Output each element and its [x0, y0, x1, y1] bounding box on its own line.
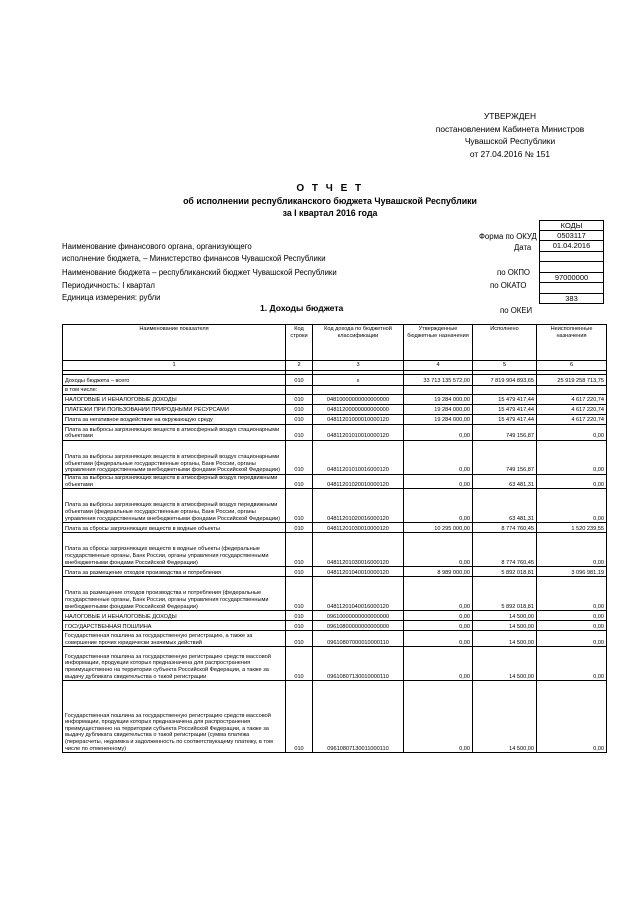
row-name: ГОСУДАРСТВЕННАЯ ПОШЛИНА	[63, 621, 286, 631]
row-approved: 33 713 135 572,00	[404, 375, 473, 386]
col-number: 6	[537, 361, 607, 371]
row-done: 14 500,00	[473, 611, 537, 621]
code-date: 01.04.2016	[539, 241, 604, 252]
table-body	[63, 375, 607, 753]
row-name: Плата за сбросы загрязняющих веществ в водные объекты	[63, 523, 286, 533]
row-approved: 8 989 000,00	[404, 567, 473, 577]
row-classification-code: 04811201040010000120	[313, 567, 404, 577]
row-classification-code: 04810000000000000000	[313, 395, 404, 405]
row-done: 8 774 760,45	[473, 533, 537, 567]
row-approved: 0,00	[404, 425, 473, 441]
row-left: 0,00	[537, 441, 607, 475]
row-approved: 0,00	[404, 681, 473, 753]
okud-label: Форма по ОКУД	[479, 232, 537, 241]
row-approved: 0,00	[404, 577, 473, 611]
row-classification-code: 04811201020016000120	[313, 489, 404, 523]
row-approved: 0,00	[404, 489, 473, 523]
row-done: 749 156,87	[473, 425, 537, 441]
row-classification-code: 04811201040016000120	[313, 577, 404, 611]
code-okpo	[539, 262, 604, 273]
row-name: Плата за выбросы загрязняющих веществ в атмосферный воздух передвижными объектами	[63, 475, 286, 489]
revenue-table	[62, 324, 607, 753]
row-name: НАЛОГОВЫЕ И НЕНАЛОГОВЫЕ ДОХОДЫ	[63, 395, 286, 405]
row-name: Государственная пошлина за государственную регистрацию средств массовой информации, продукции которых предназначена для распространения преимущественно на территории субъекта Российской Федерации, а также за выдачу дубликата свидетельства о такой регистрации	[63, 647, 286, 681]
code-blank-2	[539, 283, 604, 294]
table-row	[63, 533, 607, 567]
table-row	[63, 415, 607, 425]
row-line-code: 010	[286, 621, 313, 631]
table-row	[63, 395, 607, 405]
codes-header: КОДЫ	[539, 220, 604, 231]
row-classification-code: 04811200000000000000	[313, 405, 404, 415]
row-left: 0,00	[537, 475, 607, 489]
row-line-code: 010	[286, 395, 313, 405]
code-okato: 97000000	[539, 273, 604, 284]
col-header-classification: Код дохода по бюджетной классификации	[313, 325, 404, 361]
title-sub-1: об исполнении республиканского бюджета Чувашской Республики	[183, 196, 477, 206]
row-name: НАЛОГОВЫЕ И НЕНАЛОГОВЫЕ ДОХОДЫ	[63, 611, 286, 621]
row-left: 25 919 258 713,75	[537, 375, 607, 386]
row-approved: 19 284 000,00	[404, 405, 473, 415]
row-name: Плата за размещение отходов производства и потребления	[63, 567, 286, 577]
row-line-code: 010	[286, 441, 313, 475]
row-done: 14 500,00	[473, 681, 537, 753]
table-row	[63, 523, 607, 533]
table-row	[63, 405, 607, 415]
row-left: 0,00	[537, 647, 607, 681]
row-done: 15 479 417,44	[473, 395, 537, 405]
section-title: 1. Доходы бюджета	[260, 303, 344, 313]
row-name: Плата за выбросы загрязняющих веществ в атмосферный воздух стационарными объектами (федеральные государственные органы, Банк России, органы управления государственными внебюджетными фондами Российской Федерации)	[63, 441, 286, 475]
row-classification-code: 09610807130011000110	[313, 681, 404, 753]
row-left: 4 617 220,74	[537, 405, 607, 415]
date-label: Дата	[514, 243, 532, 252]
table-row	[63, 621, 607, 631]
approval-line-4: от 27.04.2016 № 151	[469, 148, 551, 159]
row-classification-code: 04811201010010000120	[313, 425, 404, 441]
row-left: 4 617 220,74	[537, 415, 607, 425]
row-name: в том числе:	[63, 386, 286, 395]
row-done: 14 500,00	[473, 621, 537, 631]
table-row	[63, 475, 607, 489]
row-done: 749 156,87	[473, 441, 537, 475]
approval-line-1: УТВЕРЖДЕН	[483, 111, 537, 121]
title-main: О Т Ч Е Т	[296, 183, 364, 194]
row-approved: 0,00	[404, 611, 473, 621]
row-approved: 0,00	[404, 621, 473, 631]
row-line-code	[286, 386, 313, 395]
row-approved: 0,00	[404, 441, 473, 475]
table-row	[63, 567, 607, 577]
table-row	[63, 425, 607, 441]
row-name: ПЛАТЕЖИ ПРИ ПОЛЬЗОВАНИИ ПРИРОДНЫМИ РЕСУРСАМИ	[63, 405, 286, 415]
row-line-code: 010	[286, 425, 313, 441]
row-line-code: 010	[286, 647, 313, 681]
row-done: 63 481,31	[473, 489, 537, 523]
row-approved	[404, 386, 473, 395]
row-done: 15 479 417,44	[473, 415, 537, 425]
row-left: 0,00	[537, 621, 607, 631]
row-done: 8 774 760,45	[473, 523, 537, 533]
row-line-code: 010	[286, 523, 313, 533]
row-done	[473, 386, 537, 395]
table-row	[63, 611, 607, 621]
row-line-code: 010	[286, 375, 313, 386]
code-blank	[539, 252, 604, 263]
row-left: 0,00	[537, 425, 607, 441]
row-name: Плата за сбросы загрязняющих веществ в водные объекты (федеральные государственные органы, Банк России, органы управления государственными внебюджетными фондами Российской Федерации)	[63, 533, 286, 567]
code-okei: 383	[539, 294, 604, 305]
col-header-done: Исполнено	[473, 325, 537, 361]
col-header-left: Неисполненные назначения	[537, 325, 607, 361]
row-line-code: 010	[286, 405, 313, 415]
column-number-row	[63, 361, 607, 371]
row-line-code: 010	[286, 611, 313, 621]
okpo-label: по ОКПО	[497, 268, 530, 277]
row-classification-code: 09610000000000000000	[313, 611, 404, 621]
row-classification-code: 04811201030010000120	[313, 523, 404, 533]
row-approved: 19 284 000,00	[404, 395, 473, 405]
budget-name-label: Наименование бюджета – республиканский бюджет Чувашской Республики	[62, 268, 337, 277]
row-classification-code: 09610800000000000000	[313, 621, 404, 631]
table-row	[63, 631, 607, 647]
row-left: 0,00	[537, 631, 607, 647]
row-left: 0,00	[537, 533, 607, 567]
unit-label: Единица измерения: рубли	[62, 293, 161, 302]
row-done: 63 481,31	[473, 475, 537, 489]
col-header-name: Наименование показателя	[63, 325, 286, 361]
table-row	[63, 441, 607, 475]
row-classification-code: x	[313, 375, 404, 386]
row-name: Государственная пошлина за государственную регистрацию средств массовой информации, продукции которых предназначена для распространения преимущественно на территории субъекта Российской Федерации, а также за выдачу дубликата свидетельства о такой регистрации (сумма платежа (перерасчеты, недоимка и задолженность по соответствующему платежу, в том числе по отмененному)	[63, 681, 286, 753]
row-classification-code: 04811201010016000120	[313, 441, 404, 475]
row-name: Государственная пошлина за государственную регистрацию, а также за совершение прочих юридически значимых действий	[63, 631, 286, 647]
title-sub-2: за I квартал 2016 года	[282, 208, 378, 218]
row-name: Плата за выбросы загрязняющих веществ в атмосферный воздух передвижными объектами (федеральные государственные органы, Банк России, органы управления государственными внебюджетными фондами Российской Федерации)	[63, 489, 286, 523]
approval-stamp	[395, 110, 625, 160]
row-classification-code: 09610807130010000110	[313, 647, 404, 681]
approval-line-2: постановлением Кабинета Министров	[435, 123, 585, 134]
row-line-code: 010	[286, 489, 313, 523]
row-line-code: 010	[286, 631, 313, 647]
row-line-code: 010	[286, 567, 313, 577]
row-line-code: 010	[286, 577, 313, 611]
row-line-code: 010	[286, 533, 313, 567]
row-approved: 0,00	[404, 647, 473, 681]
row-left	[537, 386, 607, 395]
table-row	[63, 577, 607, 611]
row-left: 0,00	[537, 577, 607, 611]
row-done: 5 892 018,81	[473, 567, 537, 577]
approval-line-3: Чувашской Республики	[464, 136, 556, 146]
row-name: Плата за выбросы загрязняющих веществ в атмосферный воздух стационарными объектами	[63, 425, 286, 441]
row-classification-code: 09610807000010000110	[313, 631, 404, 647]
row-done: 5 892 018,81	[473, 577, 537, 611]
row-left: 0,00	[537, 611, 607, 621]
row-left: 3 096 981,19	[537, 567, 607, 577]
table-header-row	[63, 325, 607, 361]
table-row	[63, 386, 607, 395]
row-classification-code: 04811201020010000120	[313, 475, 404, 489]
row-left: 0,00	[537, 681, 607, 753]
table-row	[63, 681, 607, 753]
fin-org-label-2: исполнение бюджета, – Министерство финансов Чувашской Республики	[62, 254, 326, 263]
row-done: 7 819 904 893,65	[473, 375, 537, 386]
row-classification-code: 04811201030016000120	[313, 533, 404, 567]
row-approved: 0,00	[404, 533, 473, 567]
row-classification-code: 04811201000010000120	[313, 415, 404, 425]
row-left: 1 520 239,55	[537, 523, 607, 533]
codes-box	[539, 220, 604, 304]
row-line-code: 010	[286, 681, 313, 753]
row-approved: 0,00	[404, 631, 473, 647]
okei-label: по ОКЕИ	[500, 306, 533, 315]
row-done: 14 500,00	[473, 647, 537, 681]
row-name: Доходы бюджета – всего	[63, 375, 286, 386]
report-title	[60, 183, 600, 219]
row-classification-code	[313, 386, 404, 395]
row-approved: 19 284 000,00	[404, 415, 473, 425]
col-number: 3	[313, 361, 404, 371]
code-okud: 0503117	[539, 231, 604, 242]
row-done: 14 500,00	[473, 631, 537, 647]
row-name: Плата за негативное воздействие на окружающую среду	[63, 415, 286, 425]
row-left: 0,00	[537, 489, 607, 523]
row-line-code: 010	[286, 475, 313, 489]
okato-label: по ОКАТО	[490, 281, 527, 290]
col-number: 4	[404, 361, 473, 371]
fin-org-label-1: Наименование финансового органа, организующего	[62, 242, 252, 251]
col-number: 5	[473, 361, 537, 371]
row-approved: 0,00	[404, 475, 473, 489]
col-header-approved: Утвержденные бюджетные назначения	[404, 325, 473, 361]
row-done: 15 479 417,44	[473, 405, 537, 415]
col-header-code: Код строки	[286, 325, 313, 361]
periodicity-label: Периодичность: I квартал	[62, 281, 155, 290]
table-row	[63, 489, 607, 523]
table-row	[63, 375, 607, 386]
row-left: 4 617 220,74	[537, 395, 607, 405]
col-number: 2	[286, 361, 313, 371]
col-number: 1	[63, 361, 286, 371]
row-approved: 10 295 000,00	[404, 523, 473, 533]
row-name: Плата за размещение отходов производства и потребления (федеральные государственные органы, Банк России, органы управления государственными внебюджетными фондами Российской Федерации)	[63, 577, 286, 611]
row-line-code: 010	[286, 415, 313, 425]
table-row	[63, 647, 607, 681]
